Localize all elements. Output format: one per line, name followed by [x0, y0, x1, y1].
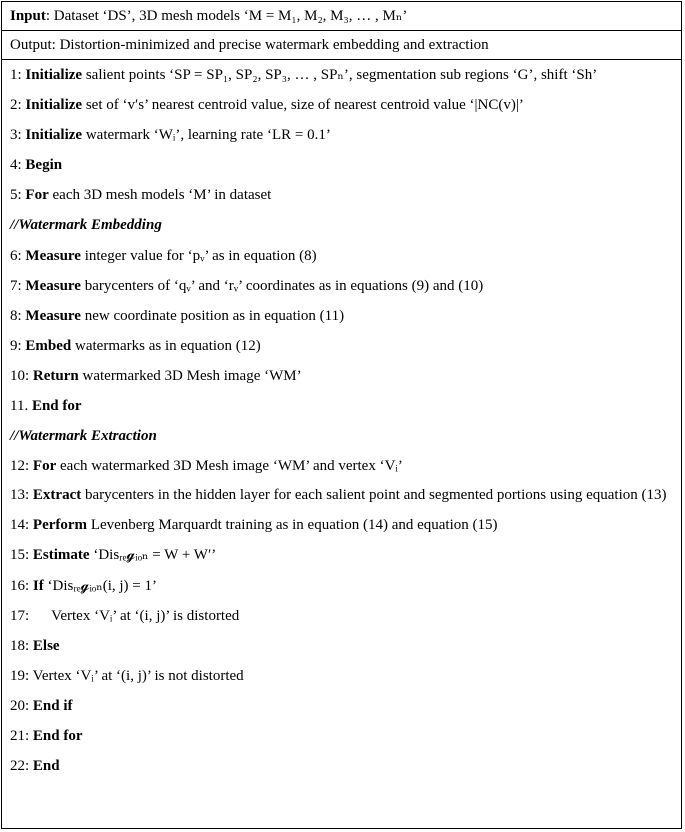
step-keyword: If: [32, 577, 44, 594]
step-text: set of ‘v′s’ nearest centroid value, size of nearest centroid value ‘|NC(v)|’: [82, 97, 524, 114]
algorithm-step: [10, 601, 673, 631]
step-text: salient points ‘SP = SP₁, SP₂, SP₃, … , SPₙ’, segmentation sub regions ‘G’, shift ‘Sh’: [82, 67, 598, 83]
algorithm-step: [10, 241, 673, 271]
step-number: 17:: [10, 607, 30, 624]
step-number: 11.: [10, 398, 32, 415]
step-number: 4:: [10, 157, 26, 174]
step-number: 12:: [10, 458, 33, 475]
step-keyword: For: [32, 458, 57, 475]
step-number: 10:: [10, 367, 33, 384]
step-text: each watermarked 3D Mesh image ‘WM’ and vertex ‘Vᵢ’: [56, 458, 403, 475]
algorithm-step: [10, 301, 673, 331]
algorithm-step: [10, 631, 673, 661]
algorithm-step: [10, 481, 673, 510]
step-keyword: Begin: [25, 157, 63, 174]
step-text: watermark ‘Wᵢ’, learning rate ‘LR = 0.1’: [82, 127, 331, 144]
algorithm-step: [10, 661, 673, 691]
step-text: barycenters in the hidden layer for each salient point and segmented portions using equation (13): [81, 487, 667, 504]
output-text: : Distortion-minimized and precise watermark embedding and extraction: [51, 37, 489, 53]
step-text: Vertex ‘Vᵢ’ at ‘(i, j)’ is not distorted: [32, 667, 244, 684]
step-number: 14:: [10, 517, 33, 534]
step-text: ‘Disᵣₑ𝓰ᵢₒₙ = W + W′’: [89, 547, 217, 564]
step-keyword: End: [32, 758, 60, 775]
step-keyword: Measure: [25, 247, 81, 264]
step-text: integer value for ‘pᵥ’ as in equation (8): [80, 247, 317, 264]
step-number: 2:: [10, 97, 26, 114]
algorithm-step: [10, 120, 673, 150]
step-text: Vertex ‘Vᵢ’ at ‘(i, j)’ is distorted: [51, 607, 240, 624]
step-text: new coordinate position as in equation (11): [80, 307, 345, 324]
step-keyword: End if: [32, 697, 73, 714]
step-keyword: Estimate: [32, 547, 90, 564]
step-number: 7:: [10, 277, 26, 294]
section-heading: [10, 210, 673, 240]
algorithm-steps: [2, 60, 681, 781]
step-number: 6:: [10, 247, 26, 264]
step-text: Levenberg Marquardt training as in equation (14) and equation (15): [87, 517, 498, 534]
step-number: 5:: [10, 187, 26, 204]
step-text: End for: [32, 727, 83, 744]
step-number: 21:: [10, 727, 33, 744]
step-keyword: Return: [32, 367, 79, 384]
input-label: Input: [10, 8, 46, 24]
step-number: 16:: [10, 577, 33, 594]
step-number: 22:: [10, 758, 33, 775]
algorithm-step: [10, 361, 673, 391]
section-heading-text: //Watermark Embedding: [10, 217, 162, 234]
algorithm-step: [10, 331, 673, 361]
step-text: each 3D mesh models ‘M’ in dataset: [48, 187, 272, 204]
step-keyword: Perform: [32, 517, 88, 534]
algorithm-step: [10, 691, 673, 721]
algorithm-step: [10, 451, 673, 481]
step-number: 9:: [10, 337, 26, 354]
algorithm-step: [10, 751, 673, 781]
step-number: 13:: [10, 487, 33, 504]
step-number: 8:: [10, 307, 26, 324]
step-text: watermarks as in equation (12): [71, 337, 261, 354]
algorithm-step: [10, 721, 673, 751]
output-row: [2, 31, 681, 60]
step-keyword: Initialize: [25, 97, 83, 114]
step-number: 3:: [10, 127, 26, 144]
algorithm-step: [10, 150, 673, 180]
algorithm-step: [10, 571, 673, 601]
algorithm-step: [10, 180, 673, 210]
step-number: 19:: [10, 667, 33, 684]
step-text: barycenters of ‘qᵥ’ and ‘rᵥ’ coordinates as in equations (9) and (10): [80, 277, 484, 294]
algorithm-step: [10, 510, 673, 540]
step-keyword: Else: [32, 637, 60, 654]
step-keyword: End for: [31, 398, 82, 415]
step-keyword: For: [25, 187, 49, 204]
step-keyword: Embed: [25, 337, 72, 354]
algorithm-step: [10, 271, 673, 301]
step-keyword: Measure: [25, 277, 81, 294]
step-number: 15:: [10, 547, 33, 564]
step-number: 18:: [10, 637, 33, 654]
step-keyword: Extract: [32, 487, 82, 504]
section-heading: [10, 421, 673, 451]
algorithm-step: [10, 540, 673, 570]
step-number: 20:: [10, 697, 33, 714]
input-text: : Dataset ‘DS’, 3D mesh models ‘M = M₁, M₂, M₃, … , Mₙ’: [45, 8, 408, 24]
input-row: [2, 2, 681, 31]
algorithm-box: [1, 1, 682, 829]
step-text: watermarked 3D Mesh image ‘WM’: [78, 367, 302, 384]
step-text: ‘Disᵣₑ𝓰ᵢₒₙ(i, j) = 1’: [43, 577, 157, 594]
algorithm-step: [10, 60, 673, 90]
section-heading-text: //Watermark Extraction: [10, 428, 157, 445]
step-number: 1:: [10, 67, 26, 83]
algorithm-step: [10, 90, 673, 120]
output-label: Output: [10, 37, 52, 53]
algorithm-step: [10, 391, 673, 421]
step-keyword: Measure: [25, 307, 81, 324]
step-keyword: Initialize: [25, 67, 83, 83]
step-keyword: Initialize: [25, 127, 83, 144]
